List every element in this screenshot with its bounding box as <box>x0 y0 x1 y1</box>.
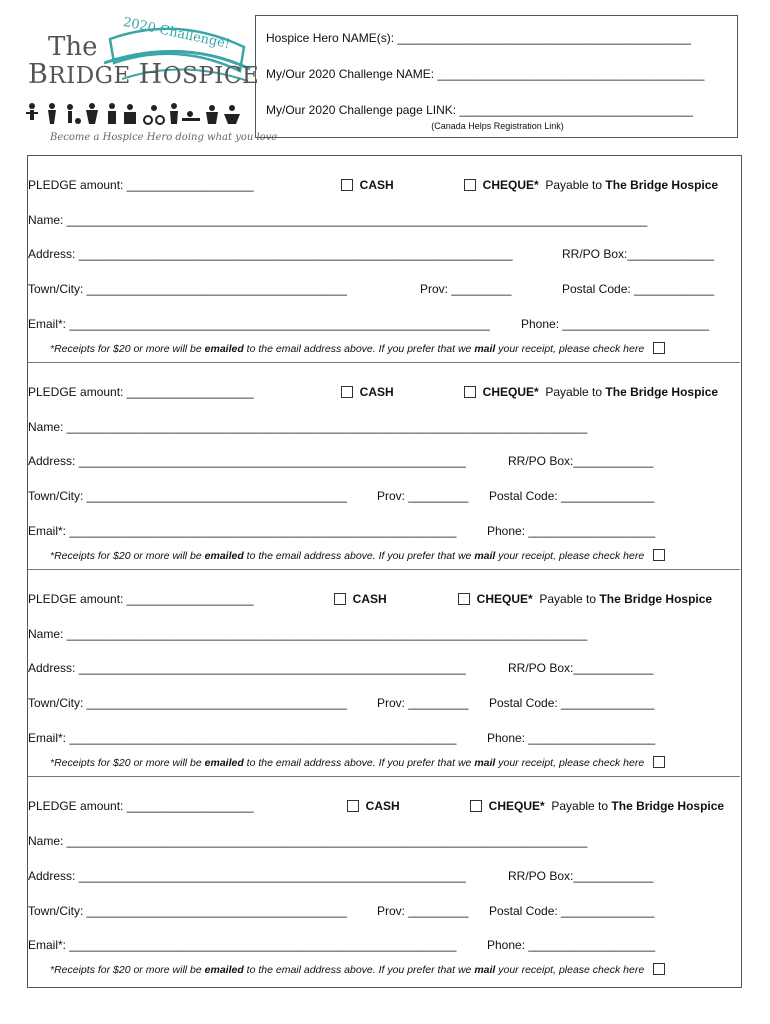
pledge-section <box>28 363 740 570</box>
pledge-amount-field[interactable]: PLEDGE amount: ___________________ <box>28 799 254 813</box>
cash-checkbox[interactable] <box>341 386 353 398</box>
pledge-section <box>28 570 740 777</box>
logo-tagline: Become a Hospice Hero doing what you love <box>50 132 278 143</box>
cash-option[interactable]: CASH <box>347 799 400 813</box>
rrpo-field[interactable]: RR/PO Box:____________ <box>508 661 654 675</box>
cash-checkbox[interactable] <box>347 800 359 812</box>
bridge-hospice-logo <box>20 14 278 150</box>
address-field[interactable]: Address: __________________________________________________________ <box>28 869 466 883</box>
cheque-checkbox[interactable] <box>464 179 476 191</box>
town-field[interactable]: Town/City: _______________________________________ <box>28 696 347 710</box>
name-field[interactable]: Name: ______________________________________________________________________________ <box>28 834 588 848</box>
pledge-form <box>27 155 742 988</box>
logo-the: The <box>48 32 98 62</box>
email-field[interactable]: Email*: __________________________________________________________ <box>28 731 457 745</box>
address-field[interactable]: Address: __________________________________________________________ <box>28 454 466 468</box>
name-field[interactable]: Name: ______________________________________________________________________________ <box>28 420 588 434</box>
rrpo-field[interactable]: RR/PO Box:_____________ <box>562 247 715 261</box>
logo-name: BRIDGE HOSPICE <box>28 59 260 90</box>
cheque-checkbox[interactable] <box>464 386 476 398</box>
town-field[interactable]: Town/City: _______________________________________ <box>28 489 347 503</box>
banner-text: 2020 Challenge! <box>121 14 232 53</box>
pledge-amount-field[interactable]: PLEDGE amount: ___________________ <box>28 385 254 399</box>
cash-checkbox[interactable] <box>334 593 346 605</box>
registration-note: (Canada Helps Registration Link) <box>431 121 564 131</box>
receipt-note: *Receipts for $20 or more will be emailed to the email address above. If you prefer that we mail your receipt, please check here <box>50 963 665 976</box>
pledge-section <box>28 777 740 984</box>
name-field[interactable]: Name: _______________________________________________________________________________________ <box>28 213 648 227</box>
challenge-info-box <box>255 15 738 138</box>
cheque-option[interactable]: CHEQUE* Payable to The Bridge Hospice <box>464 385 718 399</box>
prov-field[interactable]: Prov: _________ <box>420 282 512 296</box>
postal-field[interactable]: Postal Code: ______________ <box>489 489 655 503</box>
mail-receipt-checkbox[interactable] <box>653 963 665 975</box>
phone-field[interactable]: Phone: ___________________ <box>487 524 656 538</box>
hero-name-field[interactable]: Hospice Hero NAME(s): ____________________________________________ <box>266 31 692 45</box>
town-field[interactable]: Town/City: _______________________________________ <box>28 904 347 918</box>
cheque-option[interactable]: CHEQUE* Payable to The Bridge Hospice <box>458 592 712 606</box>
rrpo-field[interactable]: RR/PO Box:____________ <box>508 454 654 468</box>
mail-receipt-checkbox[interactable] <box>653 756 665 768</box>
pledge-amount-field[interactable]: PLEDGE amount: ___________________ <box>28 178 254 192</box>
address-field[interactable]: Address: __________________________________________________________ <box>28 661 466 675</box>
phone-field[interactable]: Phone: ___________________ <box>487 731 656 745</box>
challenge-link-field[interactable]: My/Our 2020 Challenge page LINK: ___________________________________ <box>266 103 694 117</box>
postal-field[interactable]: Postal Code: ______________ <box>489 696 655 710</box>
mail-receipt-checkbox[interactable] <box>653 549 665 561</box>
cheque-option[interactable]: CHEQUE* Payable to The Bridge Hospice <box>464 178 718 192</box>
address-field[interactable]: Address: _________________________________________________________________ <box>28 247 513 261</box>
rrpo-field[interactable]: RR/PO Box:____________ <box>508 869 654 883</box>
challenge-name-field[interactable]: My/Our 2020 Challenge NAME: ________________________________________ <box>266 67 705 81</box>
receipt-note: *Receipts for $20 or more will be emailed to the email address above. If you prefer that we mail your receipt, please check here <box>50 756 665 769</box>
town-field[interactable]: Town/City: _______________________________________ <box>28 282 347 296</box>
email-field[interactable]: Email*: __________________________________________________________ <box>28 938 457 952</box>
cash-checkbox[interactable] <box>341 179 353 191</box>
email-field[interactable]: Email*: __________________________________________________________ <box>28 524 457 538</box>
name-field[interactable]: Name: ______________________________________________________________________________ <box>28 627 588 641</box>
phone-field[interactable]: Phone: ______________________ <box>521 317 710 331</box>
mail-receipt-checkbox[interactable] <box>653 342 665 354</box>
receipt-note: *Receipts for $20 or more will be emailed to the email address above. If you prefer that we mail your receipt, please check here <box>50 549 665 562</box>
cheque-option[interactable]: CHEQUE* Payable to The Bridge Hospice <box>470 799 724 813</box>
postal-field[interactable]: Postal Code: ______________ <box>489 904 655 918</box>
receipt-note: *Receipts for $20 or more will be emailed to the email address above. If you prefer that we mail your receipt, please check here <box>50 342 665 355</box>
email-field[interactable]: Email*: _______________________________________________________________ <box>28 317 490 331</box>
cheque-checkbox[interactable] <box>470 800 482 812</box>
cash-option[interactable]: CASH <box>341 178 394 192</box>
cash-option[interactable]: CASH <box>334 592 387 606</box>
cash-option[interactable]: CASH <box>341 385 394 399</box>
phone-field[interactable]: Phone: ___________________ <box>487 938 656 952</box>
postal-field[interactable]: Postal Code: ____________ <box>562 282 715 296</box>
activity-figures-icon <box>24 102 246 126</box>
pledge-section <box>28 156 740 363</box>
pledge-amount-field[interactable]: PLEDGE amount: ___________________ <box>28 592 254 606</box>
prov-field[interactable]: Prov: _________ <box>377 696 469 710</box>
prov-field[interactable]: Prov: _________ <box>377 489 469 503</box>
cheque-checkbox[interactable] <box>458 593 470 605</box>
prov-field[interactable]: Prov: _________ <box>377 904 469 918</box>
